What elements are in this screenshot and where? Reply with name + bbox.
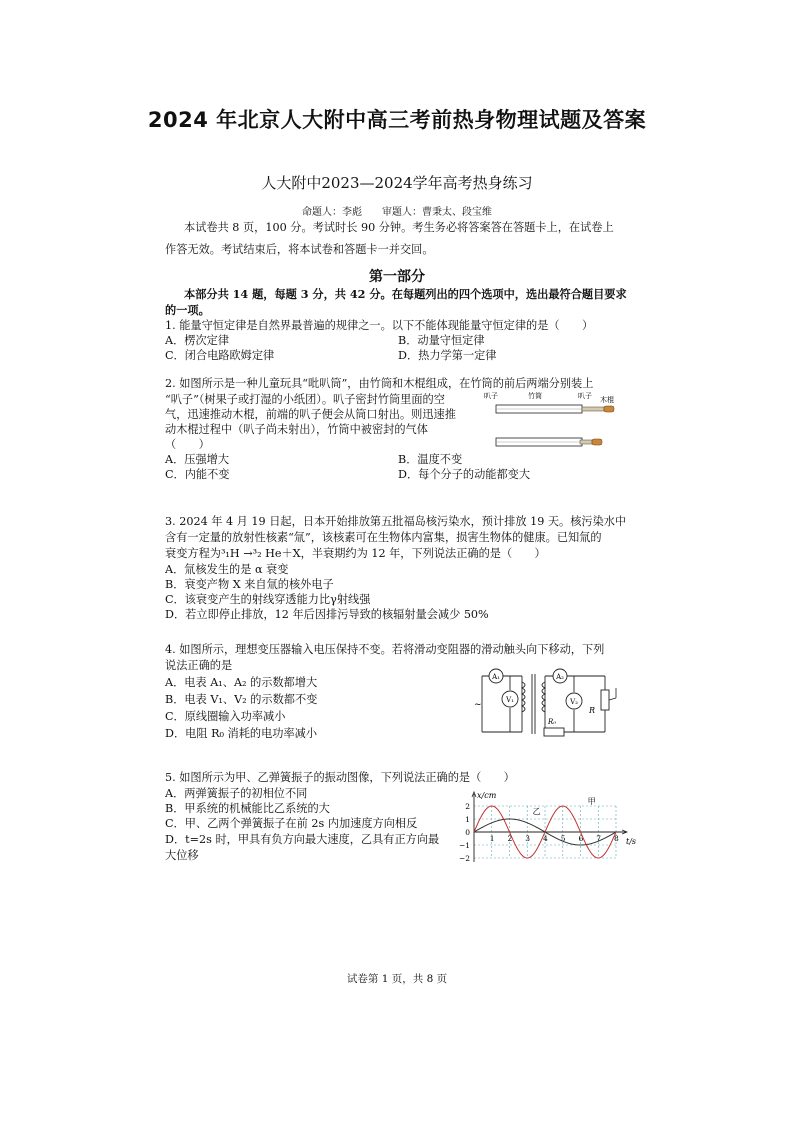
svg-text:A₁: A₁ — [492, 673, 500, 681]
q5-option-d: D．t=2s 时，甲具有负方向最大速度，乙具有正方向最 — [165, 833, 440, 846]
q1-option-b: B．动量守恒定律 — [398, 334, 485, 347]
q2-line-5: （ ） — [165, 438, 210, 451]
authors-line: 命题人：李彪 审题人：曹秉太、段宝维 — [302, 207, 492, 218]
q5-stem: 5. 如图所示为甲、乙弹簧振子的振动图像，下列说法正确的是（ ） — [165, 771, 515, 784]
svg-text:V₁: V₁ — [506, 696, 514, 704]
q4-figure-transformer-circuit — [470, 660, 630, 740]
q2-option-c: C．内能不变 — [165, 468, 230, 481]
x-tick-label: 5 — [560, 834, 566, 843]
x-tick-label: 8 — [614, 834, 619, 843]
q3-option-d: D．若立即停止排放，12 年后因排污导致的核辐射量会减少 50% — [165, 608, 489, 621]
series-label-jia: 甲 — [587, 797, 596, 806]
voltmeter-v1 — [502, 691, 518, 707]
q3-line-3: 衰变方程为³₁H →³₂ He＋X，半衰期约为 12 年，下列说法正确的是（ ） — [165, 547, 546, 560]
x-tick-label: 6 — [578, 834, 584, 843]
q2-figure-toy-tube — [482, 388, 642, 458]
doc-title: 2024 年北京人大附中高三考前热身物理试题及答案 — [147, 108, 647, 132]
q2-option-a: A．压强增大 — [165, 453, 230, 466]
q1-stem: 1. 能量守恒定律是自然界最普遍的规律之一。以下不能体现能量守恒定律的是（ ） — [165, 319, 594, 332]
x-tick-label: 3 — [525, 834, 531, 843]
y-tick-label: 1 — [465, 815, 470, 824]
q1-option-a: A．楞次定律 — [165, 334, 230, 347]
q4-option-b: B．电表 V₁、V₂ 的示数都不变 — [165, 693, 318, 706]
q4-option-c: C．原线圈输入功率减小 — [165, 710, 286, 723]
exam-subtitle: 人大附中2023—2024学年高考热身练习 — [261, 174, 533, 192]
q1-option-c: C．闭合电路欧姆定律 — [165, 349, 275, 362]
instructions-line-2: 作答无效。考试结束后，将本试卷和答题卡一并交回。 — [165, 243, 434, 256]
q2-line-4: 动木棍过程中（叭子尚未射出），竹筒中被密封的气体 — [165, 423, 428, 436]
section-title: 第一部分 — [369, 269, 425, 285]
q5-oscillation-chart — [452, 784, 642, 868]
instructions-line-1: 本试卷共 8 页，100 分。考试时长 90 分钟。考生务必将答案答在答题卡上，在试卷上 — [184, 221, 614, 234]
section-intro-1: 本部分共 14 题，每题 3 分，共 42 分。在每题列出的四个选项中，选出最符合题目要求 — [184, 287, 627, 301]
series-label-yi: 乙 — [532, 807, 541, 816]
q5-option-b: B．甲系统的机械能比乙系统的大 — [165, 802, 330, 815]
rheostat-r — [588, 688, 616, 715]
q4-option-a: A．电表 A₁、A₂ 的示数都增大 — [165, 676, 318, 689]
x-tick-label: 7 — [596, 834, 602, 843]
q3-option-b: B．衰变产物 X 来自氚的核外电子 — [165, 578, 334, 591]
q1-option-d: D．热力学第一定律 — [398, 349, 497, 362]
q3-line-1: 3. 2024 年 4 月 19 日起，日本开始排放第五批福岛核污染水，预计排放 19 天。核污染水中 — [165, 515, 627, 528]
svg-text:R: R — [589, 706, 596, 715]
ac-source-symbol: ~ — [474, 700, 482, 710]
q4-line-2: 说法正确的是 — [165, 659, 233, 672]
q5-option-a: A．两弹簧振子的初相位不同 — [165, 787, 308, 800]
q5-option-d-cont: 大位移 — [165, 849, 199, 862]
x-tick-label: 2 — [507, 834, 513, 843]
svg-text:R₀: R₀ — [548, 718, 557, 726]
q2-line-1: 2. 如图所示是一种儿童玩具“吡叭筒”，由竹筒和木棍组成，在竹筒的前后两端分别装上 — [165, 377, 594, 390]
x-tick-label: 4 — [543, 834, 548, 843]
q2-option-b: B．温度不变 — [398, 453, 463, 466]
resistor-r0 — [544, 718, 564, 736]
q2-line-3: 气，迅速推动木棍，前端的叭子便会从筒口射出。则迅速推 — [165, 408, 456, 421]
q3-option-a: A．氚核发生的是 α 衰变 — [165, 563, 289, 576]
q3-line-2: 含有一定量的放射性核素“氚”，该核素可在生物体内富集，损害生物体的健康。已知氚的 — [165, 531, 602, 544]
q2-fig-label-tube: 竹筒 — [528, 392, 542, 400]
y-tick-label: −1 — [458, 841, 470, 850]
chart-ylabel: x/cm — [477, 791, 497, 800]
ammeter-a1 — [489, 669, 503, 683]
q2-fig-label-left: 叭子 — [484, 392, 498, 400]
q4-line-1: 4. 如图所示，理想变压器输入电压保持不变。若将滑动变阻器的滑动触头向下移动，下列 — [165, 643, 605, 656]
page-footer: 试卷第 1 页，共 8 页 — [346, 973, 448, 985]
ammeter-a2 — [553, 669, 567, 683]
x-tick-label: 1 — [489, 834, 495, 843]
svg-text:V₂: V₂ — [570, 698, 578, 706]
q3-option-c: C．该衰变产生的射线穿透能力比γ射线强 — [165, 593, 371, 606]
voltmeter-v2 — [566, 693, 582, 709]
svg-text:A₂: A₂ — [556, 673, 564, 681]
q2-fig-label-right: 叭子 — [578, 392, 592, 400]
y-tick-label: 2 — [465, 802, 470, 811]
q2-line-2: “叭子”（树果子或打湿的小纸团）。叭子密封竹筒里面的空 — [165, 393, 445, 406]
y-tick-label: 0 — [465, 828, 470, 837]
chart-axes — [472, 792, 627, 862]
q4-option-d: D．电阻 R₀ 消耗的电功率减小 — [165, 727, 318, 740]
q2-fig-label-stick: 木棍 — [600, 396, 614, 404]
tube-bottom — [496, 438, 602, 446]
q5-option-c: C．甲、乙两个弹簧振子在前 2s 内加速度方向相反 — [165, 817, 418, 830]
tube-top — [496, 405, 614, 413]
q2-option-d: D．每个分子的动能都变大 — [398, 468, 531, 481]
section-intro-2: 的一项。 — [165, 303, 210, 317]
chart-xlabel: t/s — [626, 837, 637, 846]
y-tick-label: −2 — [458, 854, 470, 863]
